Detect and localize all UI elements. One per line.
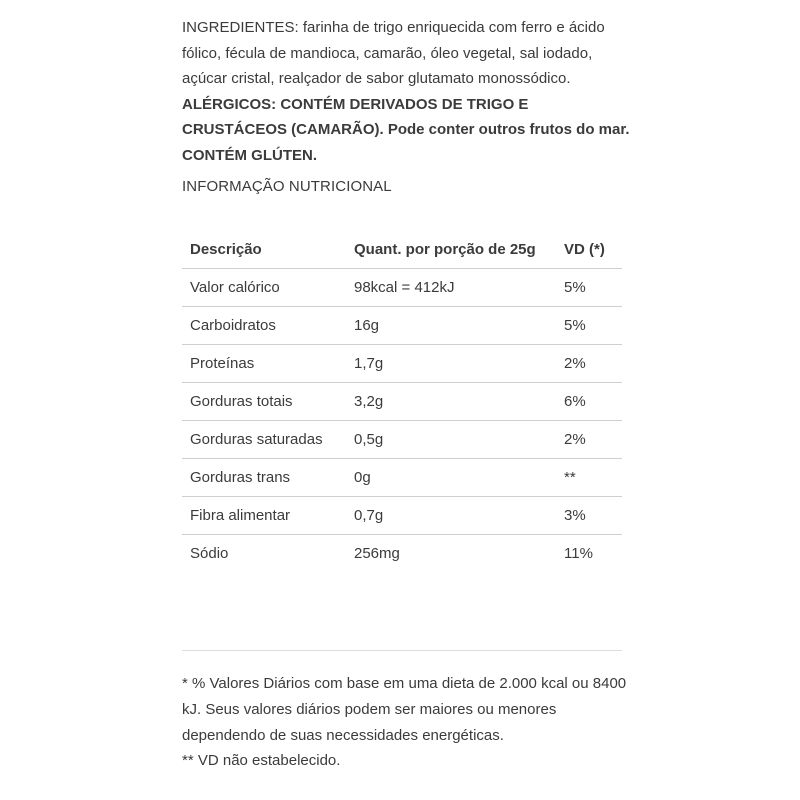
nutrient-name: Gorduras saturadas bbox=[182, 421, 346, 459]
nutrient-name: Gorduras totais bbox=[182, 383, 346, 421]
ingredients-text: INGREDIENTES: farinha de trigo enriquecida com ferro e ácido fólico, fécula de mandioca, camarão, óleo vegetal, sal iodado, açúcar cristal, realçador de sabor glutamato monossódico. bbox=[182, 19, 605, 87]
table-row bbox=[182, 269, 622, 307]
not-established-footnote: ** VD não estabelecido. bbox=[182, 752, 341, 770]
nutrient-name: Carboidratos bbox=[182, 307, 346, 345]
nutrition-table bbox=[182, 230, 622, 572]
table-row bbox=[182, 383, 622, 421]
nutrient-quantity: 0,7g bbox=[346, 497, 556, 535]
footnotes-section bbox=[182, 671, 632, 774]
nutrient-quantity: 256mg bbox=[354, 545, 400, 562]
nutrient-quantity: 0,5g bbox=[346, 421, 556, 459]
daily-values-footnote: * % Valores Diários com base em uma dieta de 2.000 kcal ou 8400 kJ. Seus valores diários podem ser maiores ou menores dependendo de suas necessidades energéticas. bbox=[182, 675, 627, 744]
nutrient-daily-value: ** bbox=[556, 459, 622, 497]
header-quantity: Quant. por porção de 25g bbox=[346, 230, 556, 269]
nutrient-daily-value: 11% bbox=[564, 545, 593, 562]
allergens-text: ALÉRGICOS: CONTÉM DERIVADOS DE TRIGO E CRUSTÁCEOS (CAMARÃO). Pode conter outros frutos do mar. CONTÉM GLÚTEN. bbox=[182, 95, 630, 164]
nutrient-name: Fibra alimentar bbox=[182, 497, 346, 535]
nutrient-quantity: 3,2g bbox=[346, 383, 556, 421]
nutrient-quantity: 98kcal = 412kJ bbox=[346, 269, 556, 307]
section-divider bbox=[182, 650, 622, 651]
nutrient-quantity: 0g bbox=[346, 459, 556, 497]
nutrient-daily-value: 2% bbox=[556, 421, 622, 459]
table-row bbox=[182, 421, 622, 459]
nutrient-name: Gorduras trans bbox=[182, 459, 346, 497]
nutrition-title: INFORMAÇÃO NUTRICIONAL bbox=[182, 178, 392, 195]
header-description: Descrição bbox=[182, 230, 346, 269]
header-daily-value: VD (*) bbox=[556, 230, 622, 269]
nutrient-name: Valor calórico bbox=[182, 269, 346, 307]
table-row bbox=[182, 345, 622, 383]
nutrient-daily-value: 2% bbox=[556, 345, 622, 383]
nutrient-name: Sódio bbox=[190, 545, 229, 562]
table-row bbox=[182, 497, 622, 535]
nutrient-daily-value: 6% bbox=[556, 383, 622, 421]
nutrient-daily-value: 3% bbox=[556, 497, 622, 535]
nutrient-daily-value: 5% bbox=[556, 269, 622, 307]
nutrient-daily-value: 5% bbox=[556, 307, 622, 345]
table-row bbox=[182, 307, 622, 345]
nutrient-name: Proteínas bbox=[182, 345, 346, 383]
table-header-row bbox=[182, 230, 622, 269]
nutrient-quantity: 1,7g bbox=[346, 345, 556, 383]
ingredients-section bbox=[182, 15, 632, 168]
table-row bbox=[182, 535, 622, 573]
table-row bbox=[182, 459, 622, 497]
nutrient-quantity: 16g bbox=[346, 307, 556, 345]
